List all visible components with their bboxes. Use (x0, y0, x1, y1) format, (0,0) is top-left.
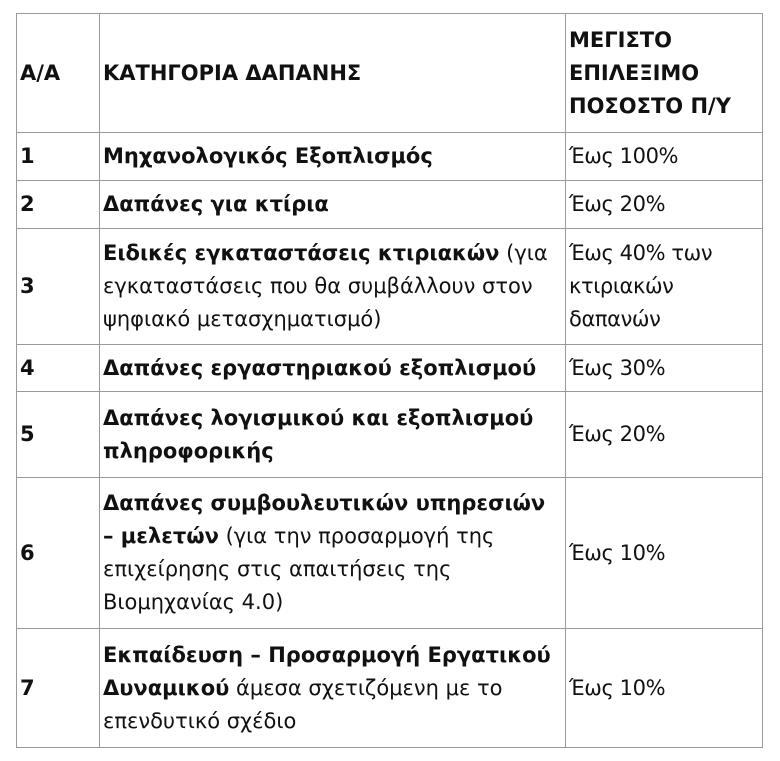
header-aa: Α/Α (17, 14, 100, 133)
category-detail-text: (για εγκαταστάσεις που θα συμβάλλουν στον ψηφιακό μετασχηματισμό) (103, 241, 548, 331)
table-row (17, 392, 763, 478)
row-number: 4 (17, 345, 100, 392)
row-category (100, 629, 566, 748)
table-row (17, 229, 763, 345)
table-row (17, 345, 763, 392)
row-number: 2 (17, 181, 100, 229)
row-category (100, 345, 566, 392)
row-max-percent: Έως 10% (566, 629, 763, 748)
category-bold-text: Ειδικές εγκαταστάσεις κτιριακών (103, 241, 500, 265)
category-bold-text: Μηχανολογικός Εξοπλισμός (103, 144, 433, 168)
row-max-percent: Έως 20% (566, 392, 763, 478)
table-row (17, 478, 763, 629)
row-max-percent: Έως 30% (566, 345, 763, 392)
row-number: 5 (17, 392, 100, 478)
table-header-row (17, 14, 763, 133)
row-max-percent: Έως 20% (566, 181, 763, 229)
category-bold-text: Εκπαίδευση – Προσαρμογή Εργατικού Δυναμικού (103, 642, 551, 700)
category-detail-text: (για την προσαρμογή της επιχείρησης στις απαιτήσεις της Βιομηχανίας 4.0) (103, 524, 495, 614)
row-number: 3 (17, 229, 100, 345)
row-number: 6 (17, 478, 100, 629)
expense-table (16, 13, 763, 748)
row-max-percent: Έως 10% (566, 478, 763, 629)
category-bold-text: Δαπάνες για κτίρια (103, 192, 329, 216)
row-category (100, 478, 566, 629)
table-row (17, 629, 763, 748)
row-category (100, 181, 566, 229)
header-max-percent: ΜΕΓΙΣΤΟ ΕΠΙΛΕΞΙΜΟ ΠΟΣΟΣΤΟ Π/Υ (566, 14, 763, 133)
row-category (100, 133, 566, 181)
category-bold-text: Δαπάνες εργαστηριακού εξοπλισμού (103, 355, 537, 380)
category-detail-text: άμεσα σχετιζόμενη με το επενδυτικό σχέδιο (103, 675, 503, 733)
category-bold-text: Δαπάνες συμβουλευτικών υπηρεσιών – μελετών (103, 491, 546, 548)
row-number: 7 (17, 629, 100, 748)
row-category (100, 392, 566, 478)
row-number: 1 (17, 133, 100, 181)
row-max-percent: Έως 100% (566, 133, 763, 181)
table-row (17, 133, 763, 181)
table-row (17, 181, 763, 229)
row-max-percent: Έως 40% των κτιριακών δαπανών (566, 229, 763, 345)
category-bold-text: Δαπάνες λογισμικού και εξοπλισμού πληροφορικής (103, 405, 534, 463)
header-category: ΚΑΤΗΓΟΡΙΑ ΔΑΠΑΝΗΣ (100, 14, 566, 133)
row-category (100, 229, 566, 345)
